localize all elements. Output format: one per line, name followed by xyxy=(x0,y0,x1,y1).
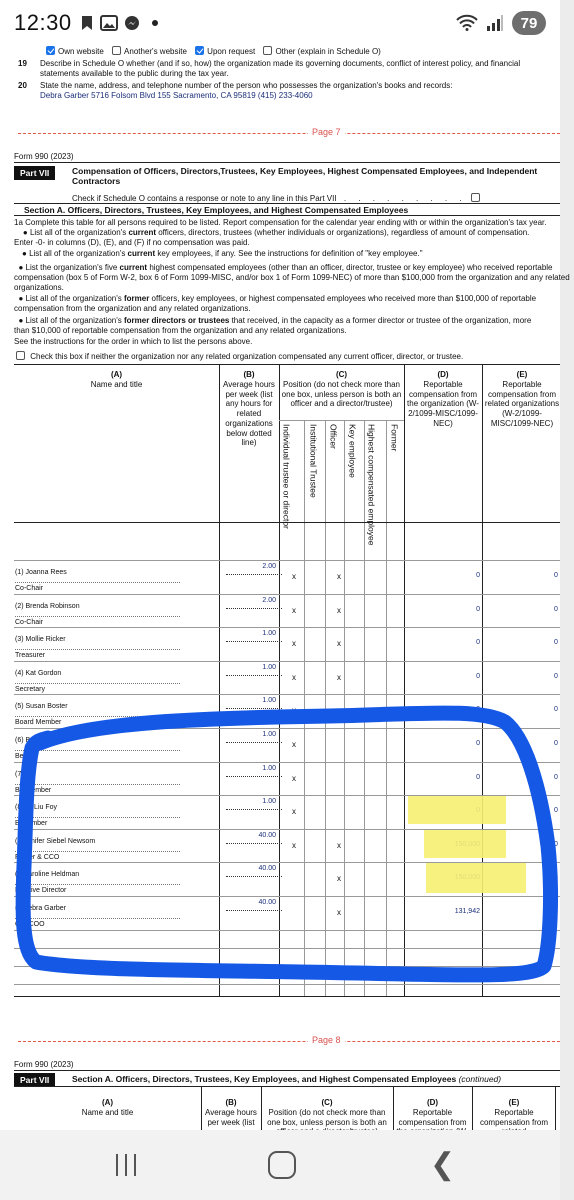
name-dotted-line xyxy=(15,582,180,583)
rule xyxy=(14,1086,560,1087)
position-checkmark: x xyxy=(292,672,296,682)
recent-apps-button[interactable] xyxy=(116,1154,136,1176)
person-title: Be Member xyxy=(15,786,52,794)
compensation-e: 0 xyxy=(554,572,558,579)
hours-value: 1.00 xyxy=(262,731,276,738)
option-label: Own website xyxy=(58,47,104,56)
messenger-icon xyxy=(124,15,140,31)
hours-value: 40.00 xyxy=(258,831,276,839)
position-checkmark: x xyxy=(337,672,341,682)
hours-dotted-line xyxy=(226,708,282,709)
document-viewer[interactable] xyxy=(0,46,570,1130)
row-rule xyxy=(14,984,560,985)
instruction-bullet: ● List all of the organization's former directors or trustees that received, in the capacity as a former director or trustee of the organization, more than $10,000 of reportable compensation from the organization and any related organizations. xyxy=(14,316,532,335)
section-a-title: Section A. Officers, Directors, Trustees, Key Employees, and Highest Compensated Employees xyxy=(24,205,409,215)
form-id: Form 990 (2023) xyxy=(14,1060,74,1069)
row-rule xyxy=(14,948,560,949)
compensation-e: 0 xyxy=(554,840,558,848)
person-name: (3) Mollie Ricker xyxy=(15,636,66,644)
home-button[interactable] xyxy=(268,1151,296,1179)
person-name: (4) Kat Gordon xyxy=(15,669,62,677)
compensation-e: 0 xyxy=(554,639,558,647)
line19-text: Describe in Schedule O whether (and if so, how) the organization made its governing documents, conflict of interest policy, and financial statements available to the public during the tax year. xyxy=(40,59,521,78)
row-rule xyxy=(14,560,560,561)
position-checkmark: x xyxy=(292,740,296,749)
person-name: (1) Joanna Rees xyxy=(15,569,67,576)
col-d-header: (D) Reportable compensation from xyxy=(398,1098,467,1127)
hours-value: 2.00 xyxy=(262,596,276,604)
part-title: Compensation of Officers, Directors,Trustees, Key Employees, Highest Compensated Employees, and Independent Contractors xyxy=(72,166,538,187)
hours-dotted-line xyxy=(226,675,282,676)
col-b-header: (B) Average hours per week (list xyxy=(205,1098,257,1127)
hours-value: 2.00 xyxy=(262,563,276,570)
compensation-e: 0 xyxy=(554,773,558,781)
instruction-bullet: ● List all of the organization's current key employees, if any. See the instructions for definition of "key employee." xyxy=(22,249,423,258)
col-divider xyxy=(482,364,483,996)
col-divider xyxy=(364,420,365,996)
compensation-d: 0 xyxy=(476,672,480,680)
row-rule xyxy=(14,762,560,763)
hours-dotted-line xyxy=(226,843,282,844)
col-b-header: (B) Average hours per week (list any hours for related organizations below dotted line) xyxy=(223,370,275,448)
name-dotted-line xyxy=(15,817,180,818)
person-title: B Member xyxy=(15,820,48,828)
compensation-e: 0 xyxy=(554,706,558,714)
hours-dotted-line xyxy=(226,608,282,609)
compensation-d: 0 xyxy=(476,605,480,613)
rule xyxy=(14,162,560,163)
navigation-bar xyxy=(0,1130,560,1200)
position-checkmark: x xyxy=(337,840,341,850)
person-name: (7 xyxy=(15,770,22,778)
status-bar xyxy=(0,0,560,46)
person-title: Secretary xyxy=(15,685,45,693)
person-name: (9 ennifer Siebel Newsom xyxy=(15,837,96,845)
hours-value: 1.00 xyxy=(262,663,276,671)
neither-text: Check this box if neither the organization nor any related organization compensated any current officer, director, or trustee. xyxy=(30,352,464,361)
col-divider xyxy=(472,1086,473,1130)
person-title: Be xyxy=(15,753,24,760)
col-c-sub-header: Key employee xyxy=(347,424,358,478)
position-checkmark: x xyxy=(292,840,296,850)
col-c-header: (C) Position (do not check more than one box, unless person is both an officer and a director/trustee) xyxy=(281,370,402,409)
name-dotted-line xyxy=(15,683,180,684)
position-checkmark: x xyxy=(337,874,341,884)
hours-dotted-line xyxy=(226,910,282,911)
checkbox-neither[interactable] xyxy=(16,351,25,360)
row-rule xyxy=(14,896,560,897)
col-c-sub-header: Highest compensated employee xyxy=(366,424,377,546)
name-dotted-line xyxy=(15,884,180,885)
person-name: (2) Brenda Robinson xyxy=(15,602,80,610)
hours-value: 1.00 xyxy=(262,697,276,705)
hours-dotted-line xyxy=(226,742,282,743)
checkbox-another-website[interactable] xyxy=(112,46,121,55)
section-a-title: Section A. Officers, Directors, Trustees, Key Employees, and Highest Compensated Employees (continued) xyxy=(72,1074,502,1084)
highlight-mark xyxy=(424,830,506,858)
compensation-d: 0 xyxy=(476,706,480,714)
col-e-header: (E) Reportable compensation from related organizations (W-2/1099-MISC/1099-NEC) xyxy=(484,370,560,428)
col-divider xyxy=(261,1086,262,1130)
signal-icon xyxy=(486,15,504,31)
col-c-sub-header: Individual trustee or director xyxy=(281,424,292,529)
name-dotted-line xyxy=(15,851,180,852)
wifi-icon xyxy=(456,15,478,31)
instruction-bullet: ● List all of the organization's former officers, key employees, or highest compensated employees who received more than $100,000 of reportable compensation from the organization and any related organizations. xyxy=(14,294,537,313)
line20-text: State the name, address, and telephone number of the person who possesses the organization's books and records: xyxy=(40,81,453,90)
col-divider xyxy=(325,420,326,996)
hours-dotted-line xyxy=(226,876,282,877)
option-label: Upon request xyxy=(207,47,256,56)
name-dotted-line xyxy=(15,649,180,650)
col-divider xyxy=(304,420,305,996)
row-rule xyxy=(14,728,560,729)
checkbox-schedule-o[interactable] xyxy=(471,193,480,202)
sub-header-rule xyxy=(279,420,404,421)
status-time: 12:30 xyxy=(14,10,72,35)
hours-value: 40.00 xyxy=(258,865,276,873)
rule xyxy=(14,1070,560,1071)
table-bottom-rule xyxy=(14,996,560,997)
col-e-header: (E) Reportable compensation from xyxy=(479,1098,549,1127)
schedule-o-text: Check if Schedule O contains a response or note to any line in this Part VII xyxy=(72,194,337,203)
compensation-d: 131,942 xyxy=(454,908,480,915)
line-number: 20 xyxy=(18,81,27,90)
col-divider xyxy=(219,364,220,996)
position-checkmark: x xyxy=(292,706,296,716)
col-c-sub-header: Officer xyxy=(328,424,339,449)
row-rule xyxy=(14,930,560,931)
name-dotted-line xyxy=(15,716,180,717)
hours-dotted-line xyxy=(226,574,282,575)
checkbox-upon-request[interactable] xyxy=(195,46,204,55)
bookmark-icon xyxy=(80,15,94,31)
hours-value: 1.00 xyxy=(262,630,276,638)
option-label: Other (explain in Schedule O) xyxy=(275,47,381,56)
form-id: Form 990 (2023) xyxy=(14,152,74,161)
compensation-d: 0 xyxy=(476,639,480,647)
notification-icons xyxy=(80,15,158,31)
col-c-sub-header: Former xyxy=(389,424,400,452)
name-dotted-line xyxy=(15,616,180,617)
checkbox-other[interactable] xyxy=(263,46,272,55)
compensation-d: 0 xyxy=(476,572,480,579)
website-options xyxy=(46,46,381,57)
person-name: (1 Debra Garber xyxy=(15,905,66,912)
col-divider xyxy=(404,364,405,996)
col-c-sub-header: Institutional Trustee xyxy=(308,424,319,498)
hours-value: 40.00 xyxy=(258,899,276,906)
hours-dotted-line xyxy=(226,809,282,810)
rule xyxy=(14,215,560,216)
line-number: 19 xyxy=(18,59,27,68)
person-title: Treasurer xyxy=(15,652,46,660)
col-divider xyxy=(279,364,280,996)
compensation-d: 0 xyxy=(476,740,480,747)
books-contact-value: Debra Garber 5716 Folsom Blvd 155 Sacramento, CA 95819 (415) 233-4060 xyxy=(40,91,313,100)
person-title: Board Member xyxy=(15,719,62,727)
row-rule xyxy=(14,694,560,695)
option-label: Another's website xyxy=(124,47,187,56)
back-button[interactable]: ❮ xyxy=(430,1148,456,1181)
rule xyxy=(14,203,560,204)
position-checkmark: x xyxy=(337,605,341,615)
person-title: Ex utive Director xyxy=(15,887,67,895)
col-divider xyxy=(393,1086,394,1130)
position-checkmark: x xyxy=(337,639,341,649)
position-checkmark: x xyxy=(292,807,296,817)
compensation-e: 0 xyxy=(554,740,558,747)
position-checkmark: x xyxy=(292,605,296,615)
instruction-bullet: ● List the organization's five current highest compensated employees (other than an officer, director, trustee or key employee) who received reportable compensation (box 5 of Form W-2, box 6 of Form 1099-MISC, and/or box 1 of Form 1099-NEC) of more than $100,000 from the organization and any related organizations. xyxy=(14,263,570,292)
instruction-bullet: ● List all of the organization's current officers, directors, trustees (whether individuals or organizations), regardless of amount of compensation. Enter -0- in columns (D), (E), and (F) if no compensation was paid. xyxy=(14,228,530,247)
person-title: C & COO xyxy=(15,921,45,928)
instruction-1a: 1a Complete this table for all persons required to be listed. Report compensation for the calendar year ending with or within the organization's tax year. xyxy=(14,218,547,227)
col-a-header: (A) Name and title xyxy=(90,370,143,389)
part-tag: Part VII xyxy=(14,166,55,180)
compensation-e: 0 xyxy=(554,605,558,613)
person-title: Co-Chair xyxy=(15,585,44,592)
col-a-header: (A) Name and title xyxy=(81,1098,134,1117)
position-checkmark: x xyxy=(292,773,296,783)
page-label: Page 7 xyxy=(308,127,345,138)
row-rule xyxy=(14,627,560,628)
person-name: (6) Brian Brokaw xyxy=(15,737,68,744)
col-divider xyxy=(386,420,387,996)
compensation-e: 0 xyxy=(554,672,558,680)
compensation-e: 0 xyxy=(554,874,558,882)
page-separator xyxy=(18,1041,560,1042)
compensation-e: 0 xyxy=(554,908,558,915)
name-dotted-line xyxy=(15,750,180,751)
col-divider xyxy=(555,1086,556,1130)
see-instructions: See the instructions for the order in which to list the persons above. xyxy=(14,337,253,346)
name-dotted-line xyxy=(15,918,180,919)
highlight-mark xyxy=(426,863,526,893)
table-top-rule xyxy=(14,364,560,365)
person-title: Fo der & CCO xyxy=(15,853,60,861)
neither-check xyxy=(16,351,463,362)
image-icon xyxy=(100,15,118,31)
schedule-o-check: Check if Schedule O contains a response or note to any line in this Part VII . . . . . . . . . xyxy=(72,193,483,204)
position-checkmark: x xyxy=(337,572,341,581)
row-rule xyxy=(14,594,560,595)
compensation-d: 0 xyxy=(476,773,480,781)
col-divider xyxy=(344,420,345,996)
position-checkmark: x xyxy=(292,572,296,581)
person-name: (1 Caroline Heldman xyxy=(15,871,80,879)
col-c-header: (C) Position (do not check more than one box, unless person is both an xyxy=(267,1098,387,1127)
person-name: (5) Susan Boster xyxy=(15,703,68,711)
more-notifications-dot xyxy=(152,20,158,26)
col-divider xyxy=(201,1086,202,1130)
position-checkmark: x xyxy=(337,908,341,917)
page-separator xyxy=(18,133,560,134)
col-d-header: (D) Reportable compensation from the organization (W-2/1099-MISC/1099-NEC) xyxy=(407,370,479,428)
row-rule xyxy=(14,661,560,662)
checkbox-own-website[interactable] xyxy=(46,46,55,55)
compensation-e: 0 xyxy=(554,807,558,815)
hours-value: 1.00 xyxy=(262,798,276,806)
hours-value: 1.00 xyxy=(262,764,276,772)
position-checkmark: x xyxy=(292,639,296,649)
page-label: Page 8 xyxy=(308,1035,345,1046)
name-dotted-line xyxy=(15,784,180,785)
highlight-mark xyxy=(408,796,506,824)
hours-dotted-line xyxy=(226,641,282,642)
part-tag: Part VII xyxy=(14,1073,55,1087)
person-title: Co-Chair xyxy=(15,618,44,626)
person-name: (8 nly Liu Foy xyxy=(15,804,58,812)
battery-indicator: 79 xyxy=(512,11,546,35)
hours-dotted-line xyxy=(226,776,282,777)
row-rule xyxy=(14,966,560,967)
